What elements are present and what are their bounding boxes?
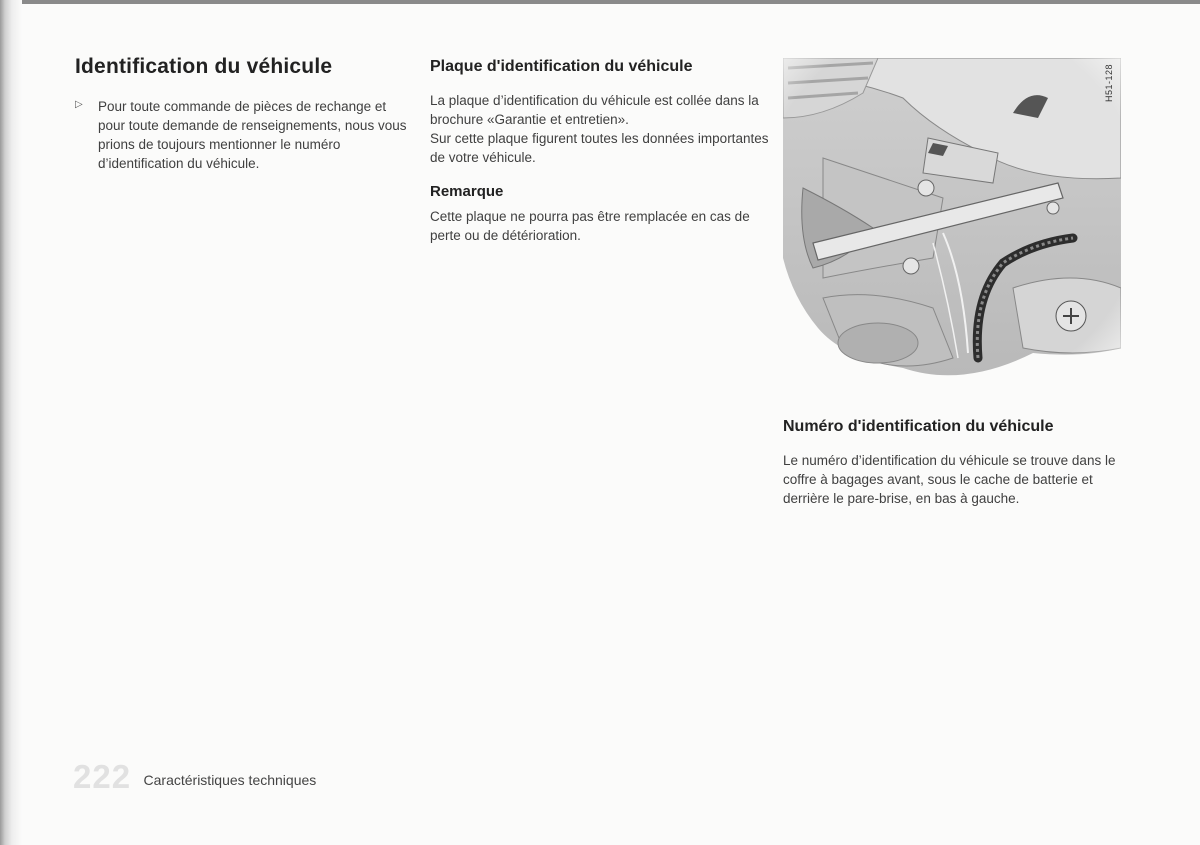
bullet-item bbox=[75, 97, 410, 173]
column-identification bbox=[75, 52, 410, 173]
remarque-text: Cette plaque ne pourra pas être remplacée en cas de perte ou de détérioration. bbox=[430, 209, 750, 243]
plaque-heading: Plaque d'identification du véhicule bbox=[430, 58, 693, 75]
column-plaque bbox=[430, 52, 770, 245]
triangle-bullet-icon: ▷ bbox=[75, 99, 83, 110]
figure-code bbox=[1104, 64, 1118, 119]
plaque-paragraph-2: Sur cette plaque figurent toutes les données importantes de votre véhicule. bbox=[430, 131, 769, 165]
page-binding-edge bbox=[0, 0, 22, 845]
figure-code-text: H51-128 bbox=[1104, 64, 1114, 103]
numero-paragraph: Le numéro d’identification du véhicule se trouve dans le coffre à bagages avant, sous le cache de batterie et derrière le pare-brise, en bas à gauche. bbox=[783, 453, 1116, 506]
page-footer bbox=[73, 758, 316, 798]
numero-heading: Numéro d'identification du véhicule bbox=[783, 418, 1054, 435]
plaque-paragraph-1: La plaque d’identification du véhicule est collée dans la brochure «Garantie et entretien». bbox=[430, 93, 759, 127]
column-numero bbox=[783, 412, 1123, 508]
remarque-heading: Remarque bbox=[430, 183, 504, 200]
section-name: Caractéristiques techniques bbox=[143, 772, 317, 788]
page-title: Identification du véhicule bbox=[75, 55, 333, 78]
page-number: 222 bbox=[73, 758, 132, 795]
top-edge-rule bbox=[0, 0, 1200, 4]
bullet-text: Pour toute commande de pièces de rechange et pour toute demande de renseignements, nous vous prions de toujours mentionner le numéro d’identification du véhicule. bbox=[98, 99, 407, 171]
engine-bay-illustration bbox=[783, 58, 1121, 388]
